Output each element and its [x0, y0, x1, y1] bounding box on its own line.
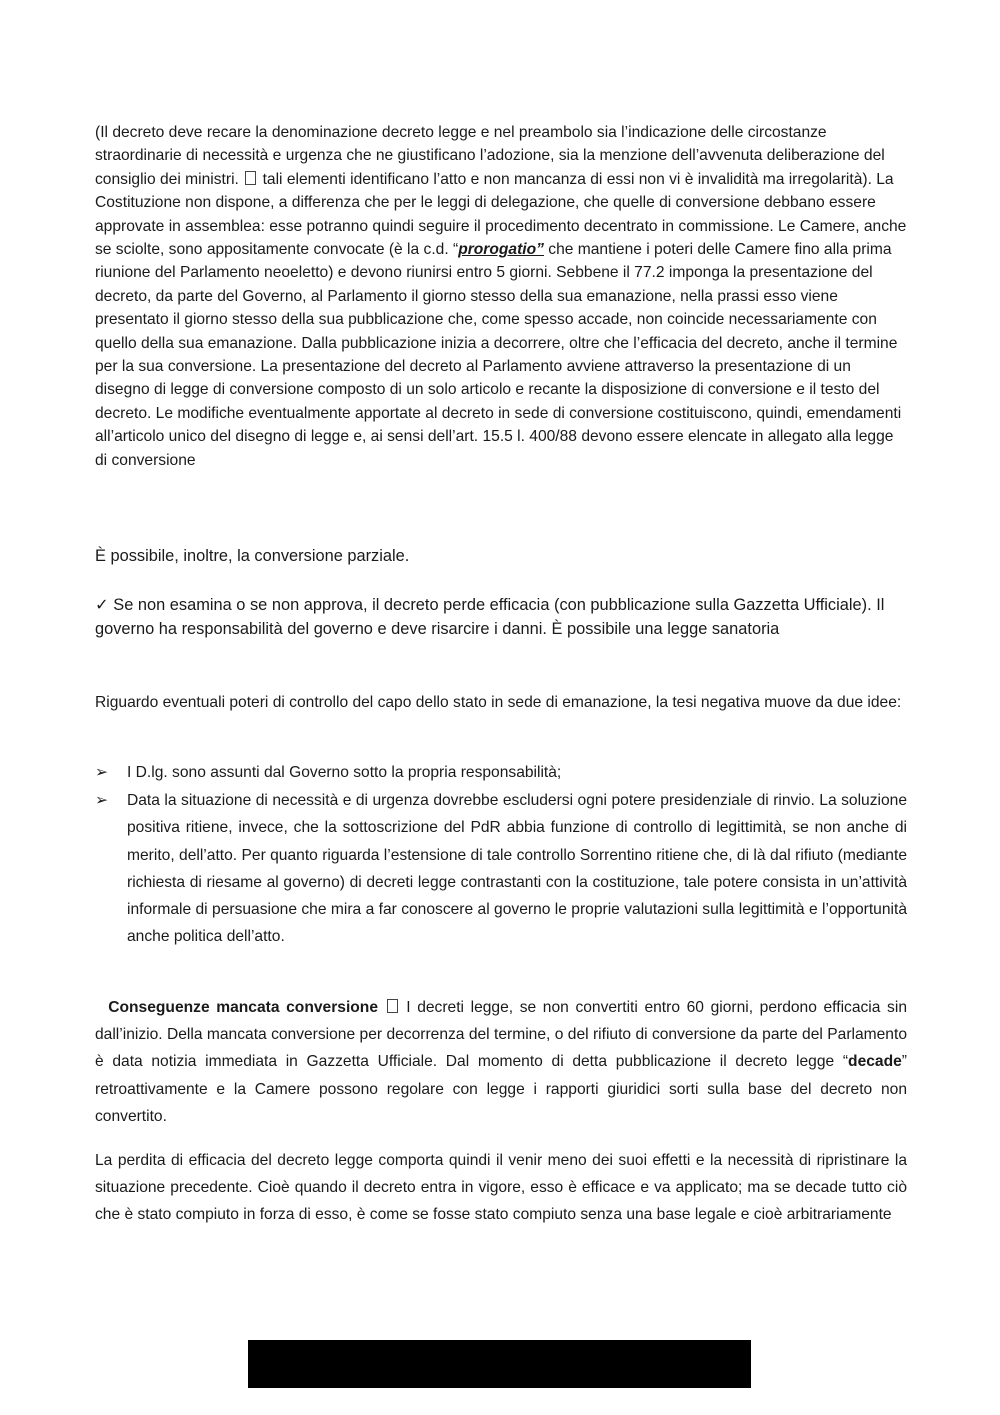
paragraph-conversione-parziale: È possibile, inoltre, la conversione parziale.: [95, 547, 410, 565]
paragraph-conseguenze: [95, 994, 907, 1130]
paragraph-perdita-efficacia: La perdita di efficacia del decreto legge comporta quindi il venir meno dei suoi effetti e la necessità di ripristinare la situazione precedente. Cioè quando il decreto entra in vigore, esso è efficace e va applicato; ma se decade tutto ciò che è stato compiuto in forza di esso, è come se fosse stato compiuto senza una base legale e cioè arbitrariamente: [95, 1152, 907, 1224]
arrowhead-bullet-icon: ➢: [95, 792, 109, 810]
paragraph-text: (Il decreto deve recare la denominazione decreto legge e nel preambolo sia l’indicazione delle circostanze straordinarie di necessità e urgenza che ne giustificano l’adozione, sia la menzione dell’avvenuta deliberazione del consiglio dei ministri.: [95, 124, 885, 188]
list-item-text: Data la situazione di necessità e di urgenza dovrebbe escludersi ogni potere presidenziale di rinvio. La soluzione positiva ritiene, invece, che la sottoscrizione del PdR abbia funzione di controllo di legittimità, se non anche di merito, dell’atto. Per quanto riguarda l’estensione di tale controllo Sorrentino ritiene che, di là dal rifiuto (mediante richiesta di riesame al governo) di decreti legge contrastanti con la costituzione, tale potere consista in un’attività informale di persuasione che mira a far conoscere al governo le proprie valutazioni sulla legittimità e l’opportunità anche politica dell’atto.: [127, 792, 907, 946]
list-item: [95, 787, 907, 950]
list-item: [95, 759, 907, 786]
paragraph-text: tali elementi identificano l’atto e non mancanza di essi non vi è invalidità ma irregolarità). La Costituzione non dispone, a differenza che per le leggi di delegazione, che quelle di conversione debbano essere approvate in assemblea: esse potranno quindi seguire il procedimento decentrato in commissione. Le Camere, anche se sciolte, sono appositamente convocate (è la c.d. “: [95, 170, 907, 259]
box-glyph-icon: [245, 171, 256, 185]
redaction-bar: [248, 1340, 751, 1388]
paragraph-poteri-controllo: Riguardo eventuali poteri di controllo del capo dello stato in sede di emanazione, la tesi negativa muove da due idee:: [95, 694, 902, 711]
list-item-text: I D.lg. sono assunti dal Governo sotto la propria responsabilità;: [127, 764, 562, 781]
paragraph-text: ” retroattivamente e la Camere possono regolare con legge i rapporti giuridici sorti sulla base del decreto non convertito.: [95, 1053, 907, 1125]
box-glyph-icon: [387, 999, 398, 1013]
bullet-list: [95, 759, 907, 951]
paragraph-text: I decreti legge, se non convertiti entro 60 giorni, perdono efficacia sin dall’inizio. Della mancata conversione per decorrenza del termine, o del rifiuto di conversione da parte del Parlamento è data notizia immediata in Gazzetta Ufficiale. Dal momento di detta pubblicazione il decreto legge “: [95, 999, 907, 1071]
prorogatio-term: prorogatio”: [458, 241, 544, 259]
decade-term: decade: [848, 1053, 902, 1071]
paragraph-check-note: ✓ Se non esamina o se non approva, il decreto perde efficacia (con pubblicazione sulla Gazzetta Ufficiale). Il governo ha responsabilità del governo e deve risarcire i danni. È possibile una legge sanatoria: [95, 596, 885, 638]
section-heading: Conseguenze mancata conversione: [108, 999, 378, 1016]
paragraph-text: che mantiene i poteri delle Camere fino alla prima riunione del Parlamento neoeletto) e devono riunirsi entro 5 giorni. Sebbene il 77.2 imponga la presentazione del decreto, da parte del Governo, al Parlamento il giorno stesso della sua emanazione, nella prassi esso viene presentato il giorno stesso della sua pubblicazione che, come spesso accade, non coincide necessariamente con quello della sua emanazione. Dalla pubblicazione inizia a decorrere, oltre che l’efficacia del decreto, anche il termine per la sua conversione. La presentazione del decreto al Parlamento avviene attraverso la presentazione di un disegno di legge di conversione composto di un solo articolo e recante la disposizione di conversione e il testo del decreto. Le modifiche eventualmente apportate al decreto in sede di conversione costituiscono, quindi, emendamenti all’articolo unico del disegno di legge e, ai sensi dell’art. 15.5 l. 400/88 devono essere elencate in allegato alla legge di conversione: [95, 241, 902, 469]
paragraph-decreto-legge: [95, 121, 907, 472]
arrowhead-bullet-icon: ➢: [95, 764, 109, 781]
